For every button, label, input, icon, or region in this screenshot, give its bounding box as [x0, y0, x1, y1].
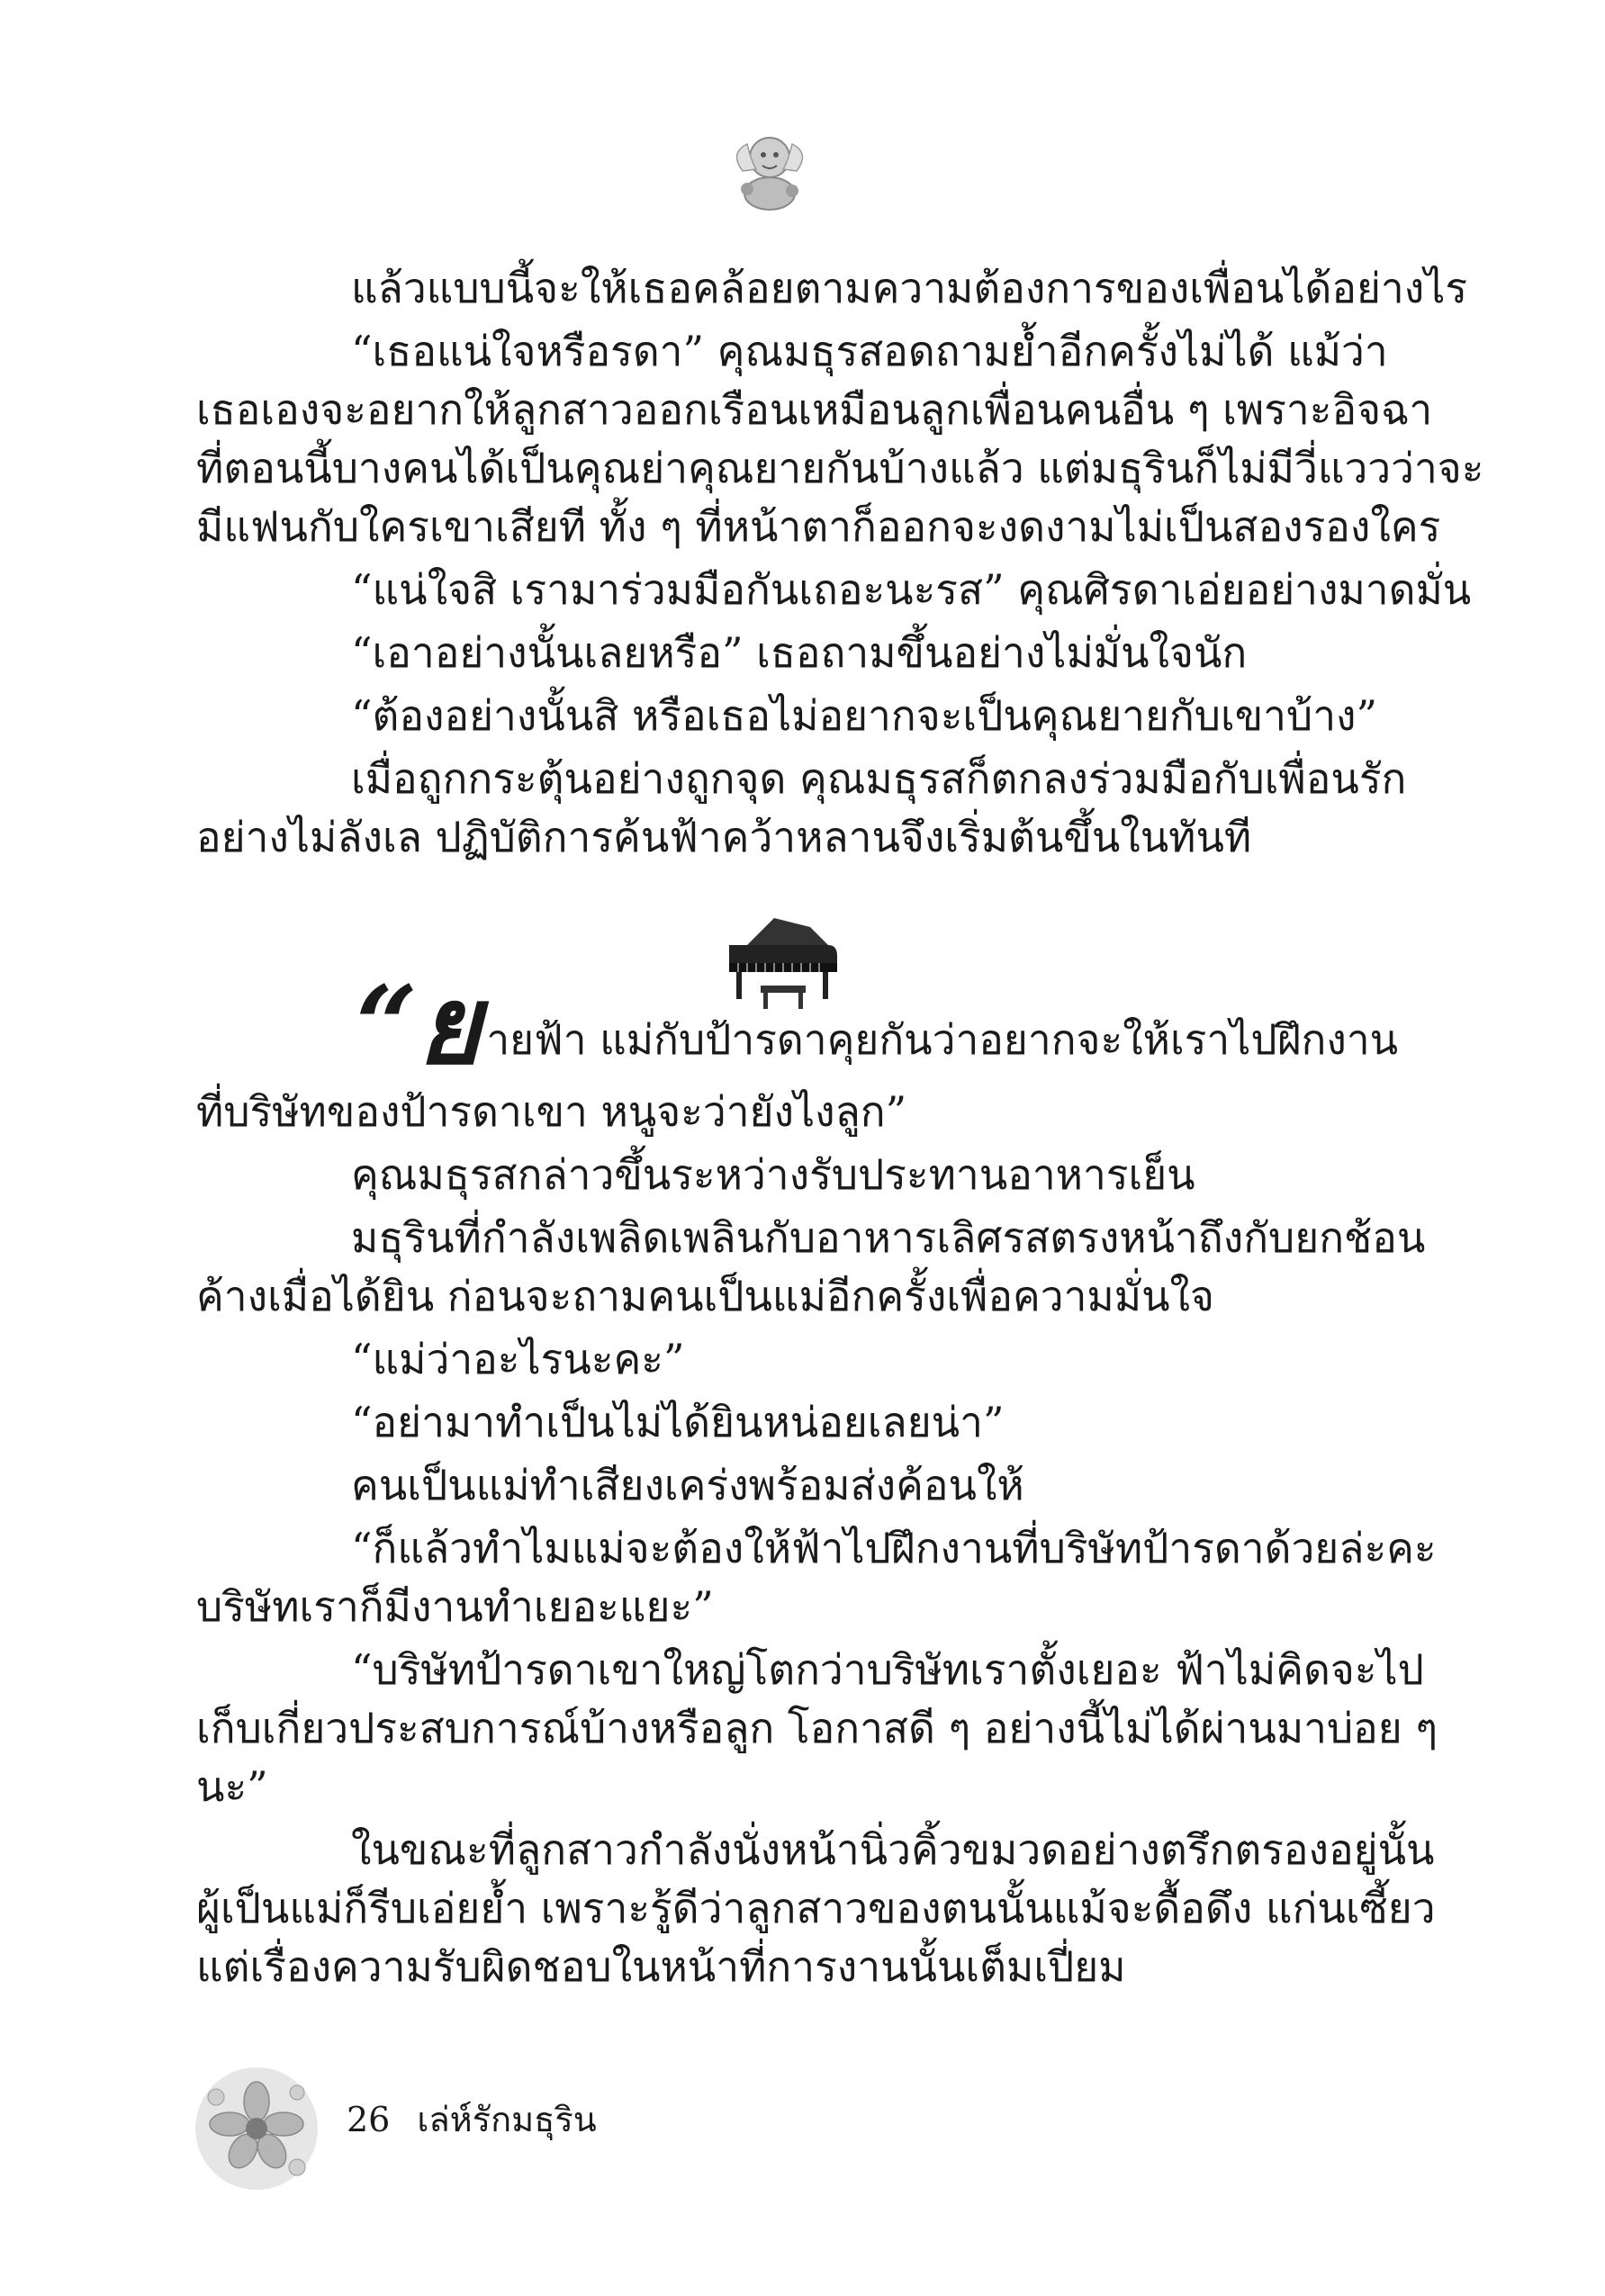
body-line: “แม่ว่าอะไรนะคะ” [351, 1335, 685, 1383]
page-footer [347, 2097, 597, 2142]
dropcap-quote: “ [356, 962, 419, 1089]
cherub-with-flowers-icon [720, 117, 819, 216]
body-line: “เอาอย่างนั้นเลยหรือ” เธอถามขึ้นอย่างไม่มั่นใจนัก [351, 628, 1248, 677]
body-line: ผู้เป็นแม่ก็รีบเอ่ยย้ำ เพราะรู้ดีว่าลูกสาวของตนนั้นแม้จะดื้อดึง แก่นเซี้ยว [196, 1884, 1436, 1932]
body-line: “ต้องอย่างนั้นสิ หรือเธอไม่อยากจะเป็นคุณยายกับเขาบ้าง” [351, 691, 1378, 740]
body-line: เธอเองจะอยากให้ลูกสาวออกเรือนเหมือนลูกเพื่อนคนอื่น ๆ เพราะอิจฉา [196, 385, 1433, 434]
body-line: ที่ตอนนี้บางคนได้เป็นคุณย่าคุณยายกันบ้างแล้ว แต่มธุรินก็ไม่มีวี่แววว่าจะ [196, 444, 1484, 492]
body-line: “บริษัทป้ารดาเขาใหญ่โตกว่าบริษัทเราตั้งเยอะ ฟ้าไม่คิดจะไป [351, 1645, 1424, 1694]
body-line: “อย่ามาทำเป็นไม่ได้ยินหน่อยเลยน่า” [351, 1398, 1005, 1446]
dropcap-rest: ายฟ้า แม่กับป้ารดาคุยกันว่าอยากจะให้เราไปฝึกงาน [486, 1015, 1399, 1064]
body-line: ในขณะที่ลูกสาวกำลังนั่งหน้านิ่วคิ้วขมวดอย่างตรึกตรองอยู่นั้น [351, 1825, 1435, 1874]
body-line: บริษัทเราก็มีงานทำเยอะแยะ” [196, 1582, 714, 1631]
book-title: เล่ห์รักมธุริน [417, 2100, 597, 2139]
body-line: คนเป็นแม่ทำเสียงเคร่งพร้อมส่งค้อนให้ [351, 1461, 1024, 1509]
body-line: คุณมธุรสกล่าวขึ้นระหว่างรับประทานอาหารเย็น [351, 1150, 1195, 1199]
body-line: มีแฟนกับใครเขาเสียที ทั้ง ๆ ที่หน้าตาก็ออกจะงดงามไม่เป็นสองรองใคร [196, 502, 1441, 551]
flower-bouquet-icon [189, 2061, 324, 2196]
body-line: “แน่ใจสิ เรามาร่วมมือกันเถอะนะรส” คุณศิรดาเอ่ยอย่างมาดมั่น [351, 565, 1472, 614]
body-line: “เธอแน่ใจหรือรดา” คุณมธุรสอดถามย้ำอีกครั้งไม่ได้ แม้ว่า [351, 327, 1388, 375]
body-line: เก็บเกี่ยวประสบการณ์บ้างหรือลูก โอกาสดี ๆ อย่างนี้ไม่ได้ผ่านมาบ่อย ๆ [196, 1704, 1438, 1752]
dropcap-letter: ย [418, 962, 482, 1089]
page-number: 26 [347, 2100, 391, 2139]
body-line: ที่บริษัทของป้ารดาเขา หนูจะว่ายังไงลูก” [196, 1087, 907, 1136]
body-line: แต่เรื่องความรับผิดชอบในหน้าที่การงานนั้นเต็มเปี่ยม [196, 1942, 1126, 1991]
body-line: “ก็แล้วทำไมแม่จะต้องให้ฟ้าไปฝึกงานที่บริษัทป้ารดาด้วยล่ะคะ [351, 1524, 1437, 1572]
body-line: แล้วแบบนี้จะให้เธอคล้อยตามความต้องการของเพื่อนได้อย่างไร [351, 264, 1468, 312]
dropcap-line [356, 962, 1399, 1089]
body-line: ค้างเมื่อได้ยิน ก่อนจะถามคนเป็นแม่อีกครั้งเพื่อความมั่นใจ [196, 1272, 1214, 1320]
body-line: เมื่อถูกกระตุ้นอย่างถูกจุด คุณมธุรสก็ตกลงร่วมมือกับเพื่อนรัก [351, 754, 1407, 803]
body-line: อย่างไม่ลังเล ปฏิบัติการค้นฟ้าคว้าหลานจึงเริ่มต้นขึ้นในทันที [196, 813, 1252, 861]
body-line: นะ” [196, 1762, 268, 1811]
body-line: มธุรินที่กำลังเพลิดเพลินกับอาหารเลิศรสตรงหน้าถึงกับยกช้อน [351, 1213, 1426, 1262]
